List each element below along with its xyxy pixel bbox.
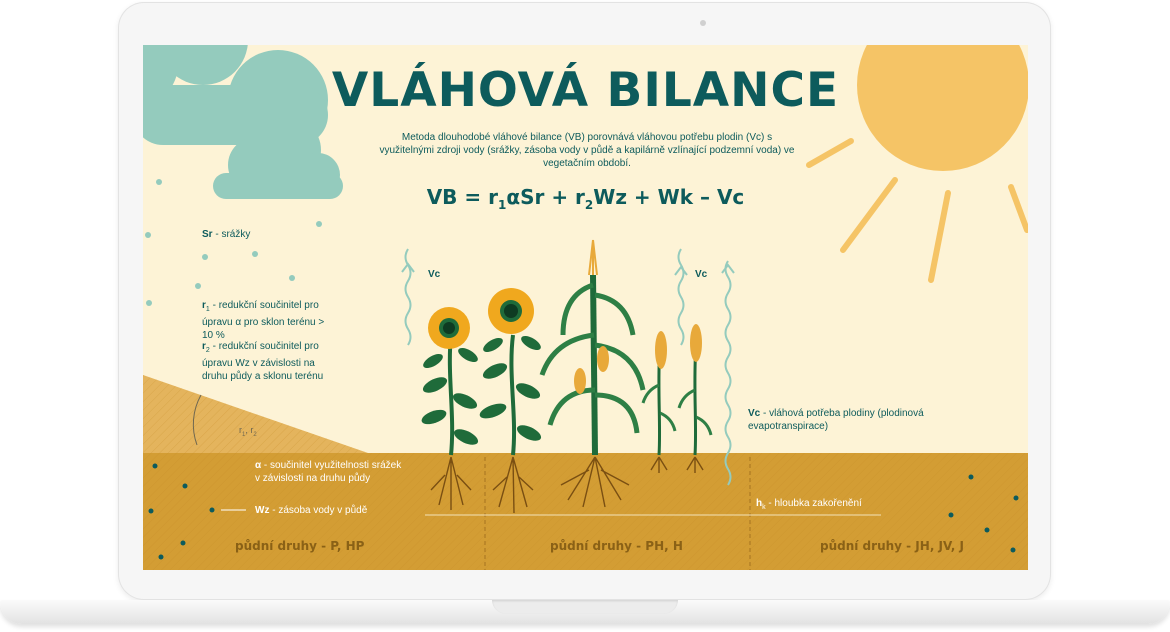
legend-vc: Vc - vláhová potřeba plodiny (plodinová evapotranspirace) bbox=[748, 408, 924, 432]
laptop-base-notch bbox=[492, 600, 678, 614]
vc-arrow-label: Vc bbox=[428, 269, 441, 280]
legend-wz: Wz - zásoba vody v půdě bbox=[255, 505, 368, 516]
legend-r2: $r_2$ - redukční součinitel pro úpravu Wz v závislosti na druhu půdy a sklonu terénu bbox=[202, 341, 324, 382]
corn-plant-icon bbox=[542, 240, 643, 455]
sunflower-icon bbox=[420, 307, 481, 455]
soil-type-label: půdní druhy - PH, H bbox=[550, 539, 683, 553]
legend-alpha: α - součinitel využitelnosti srážek v závislosti na druhu půdy bbox=[255, 460, 402, 484]
legend-sr: Sr - srážky bbox=[202, 229, 251, 240]
webcam-icon bbox=[700, 20, 706, 26]
infographic-screen bbox=[143, 45, 1028, 570]
description-text: Metoda dlouhodobé vláhové bilance (VB) porovnává vláhovou potřebu plodin (Vc) s využitelnými zdroji vody (srážky, zásoba vody v půdě a kapilárně vzlínající podzemní voda) ve vegetačním období. bbox=[379, 132, 795, 169]
soil-type-label: půdní druhy - JH, JV, J bbox=[820, 539, 964, 553]
legend-r1: $r_1$ - redukční součinitel pro úpravu α pro sklon terénu > 10 % bbox=[202, 300, 325, 341]
page-title: VLÁHOVÁ BILANCE bbox=[331, 63, 840, 118]
legend-hk: $h_k$ - hloubka zakořenění bbox=[756, 498, 862, 511]
wheat-icon bbox=[643, 324, 711, 455]
soil-type-label: půdní druhy - P, HP bbox=[235, 539, 365, 553]
water-balance-formula: VB = $r_1\alpha Sr + r_2Wz + Wk - Vc$ bbox=[426, 185, 745, 212]
slope-angle-label: $r_1$, $r_2$ bbox=[239, 425, 257, 438]
sunflower-icon bbox=[478, 288, 544, 455]
vc-arrow-label: Vc bbox=[695, 269, 708, 280]
